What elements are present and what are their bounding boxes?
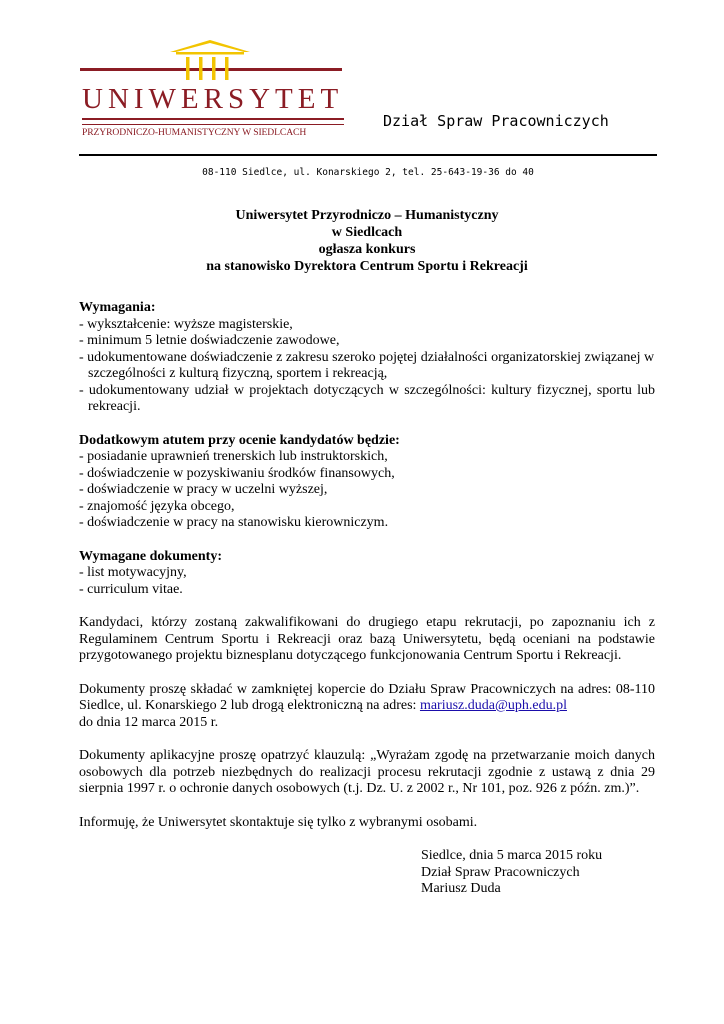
email-link[interactable]: mariusz.duda@uph.edu.pl	[419, 698, 567, 713]
header-divider	[79, 154, 657, 156]
logo-divider	[82, 118, 344, 120]
announcement-heading	[79, 207, 655, 275]
requirement-item: - udokumentowane doświadczenie z zakresu szeroko pojętej działalności organizatorskiej związanej w szczególności z kulturą fizyczną, sportem i rekreacją,	[79, 349, 655, 381]
clause-paragraph: Dokumenty aplikacyjne proszę opatrzyć klauzulą: „Wyrażam zgodę na przetwarzanie moich danych osobowych dla potrzeb niezbędnych do realizacji procesu rekrutacji zgodnie z ustawą z dnia 29 sierpnia 1997 r. o ochronie danych osobowych (t.j. Dz. U. z 2002 r., Nr 101, poz. 926 z późn. zm.)”.	[79, 748, 655, 796]
submission-paragraph	[79, 682, 655, 732]
advantage-item: - znajomość języka obcego,	[79, 498, 235, 514]
announcement-body	[79, 207, 655, 898]
heading-line: na stanowisko Dyrektora Centrum Sportu i Rekreacji	[206, 259, 528, 274]
document-item: - curriculum vitae.	[79, 581, 183, 597]
department-address: 08-110 Siedlce, ul. Konarskiego 2, tel. 25-643-19-36 do 40	[202, 167, 534, 178]
requirement-item: - udokumentowany udział w projektach dotyczących w szczególności: kultury fizycznej, sportu lub rekreacji.	[79, 382, 655, 414]
logo-divider-thin	[82, 124, 344, 125]
submission-deadline: do dnia 12 marca 2015 r.	[79, 714, 219, 730]
logo-wordmark: UNIWERSYTET	[82, 83, 344, 115]
submission-text: Dokumenty proszę składać w zamkniętej kopercie do Działu Spraw Pracowniczych na adres: 08-110 Siedlce, ul. Konarskiego 2 lub drogą elektroniczną na adres:	[79, 681, 655, 713]
signature-name: Mariusz Duda	[421, 881, 501, 896]
university-logo-icon	[76, 38, 346, 80]
advantage-item: - doświadczenie w pozyskiwaniu środków finansowych,	[79, 465, 395, 481]
department-title: Dział Spraw Pracowniczych	[383, 112, 609, 130]
contact-paragraph: Informuję, że Uniwersytet skontaktuje się tylko z wybranymi osobami.	[79, 814, 478, 830]
advantage-item: - doświadczenie w pracy w uczelni wyższej,	[79, 482, 328, 497]
candidates-paragraph: Kandydaci, którzy zostaną zakwalifikowani do drugiego etapu rekrutacji, po zapoznaniu ich z Regulaminem Centrum Sportu i Rekreacji oraz bazą Uniwersytetu, będą oceniani na podstawie przygotowanego projektu biznesplanu dotyczącego funkcjonowania Centrum Sportu i Rekreacji.	[79, 615, 655, 663]
logo-subtitle: PRZYRODNICZO-HUMANISTYCZNY W SIEDLCACH	[82, 127, 307, 138]
signature-date: Siedlce, dnia 5 marca 2015 roku	[421, 848, 603, 863]
heading-line: Uniwersytet Przyrodniczo – Humanistyczny	[235, 208, 499, 223]
requirements-title: Wymagania:	[79, 300, 156, 315]
heading-line: ogłasza konkurs	[318, 242, 416, 257]
requirement-item: - wykształcenie: wyższe magisterskie,	[79, 316, 293, 332]
signature-block	[421, 848, 655, 898]
advantage-item: - doświadczenie w pracy na stanowisku kierowniczym.	[79, 515, 389, 530]
requirement-item: - minimum 5 letnie doświadczenie zawodowe,	[79, 333, 340, 348]
signature-department: Dział Spraw Pracowniczych	[421, 864, 580, 880]
advantage-item: - posiadanie uprawnień trenerskich lub instruktorskich,	[79, 449, 388, 464]
document-item: - list motywacyjny,	[79, 565, 187, 580]
heading-line: w Siedlcach	[331, 225, 403, 240]
documents-title: Wymagane dokumenty:	[79, 548, 222, 564]
advantages-title: Dodatkowym atutem przy ocenie kandydatów będzie:	[79, 432, 400, 448]
